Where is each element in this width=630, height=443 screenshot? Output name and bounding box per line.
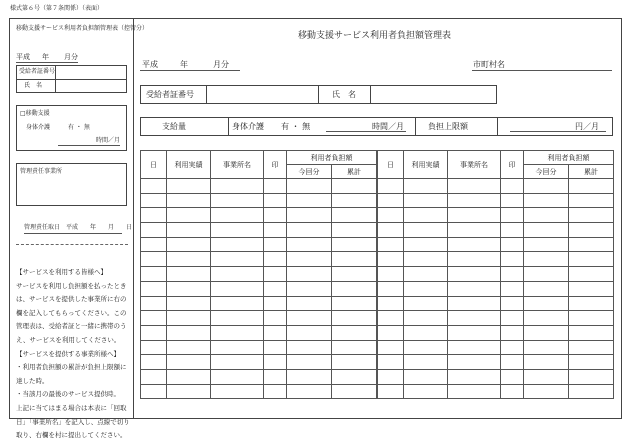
table-cell[interactable] bbox=[287, 208, 332, 223]
table-cell[interactable] bbox=[378, 252, 404, 267]
stub-date-underline bbox=[24, 233, 122, 234]
table-cell[interactable] bbox=[569, 267, 614, 282]
stub-month-underline bbox=[16, 62, 78, 63]
table-cell[interactable] bbox=[167, 223, 211, 238]
table-cell[interactable] bbox=[264, 311, 287, 326]
table-cell[interactable] bbox=[501, 311, 524, 326]
table-cell[interactable] bbox=[211, 179, 264, 194]
table-row bbox=[378, 369, 614, 384]
table-row bbox=[378, 296, 614, 311]
col-total-header: 累計 bbox=[332, 165, 377, 179]
table-cell[interactable] bbox=[378, 179, 404, 194]
table-cell[interactable] bbox=[264, 340, 287, 355]
table-cell[interactable] bbox=[501, 325, 524, 340]
table-cell[interactable] bbox=[448, 311, 501, 326]
table-cell[interactable] bbox=[378, 355, 404, 370]
table-cell[interactable] bbox=[167, 267, 211, 282]
table-cell[interactable] bbox=[448, 179, 501, 194]
table-cell[interactable] bbox=[569, 369, 614, 384]
table-cell[interactable] bbox=[167, 325, 211, 340]
stub-title: 移動支援サービス利用者負担額管理表（控管分） bbox=[16, 25, 149, 32]
stub-year-unit: 年 bbox=[42, 53, 49, 61]
table-cell[interactable] bbox=[569, 252, 614, 267]
stub-mgmt-date: 管理責任取日 平成 年 月 日 bbox=[24, 224, 133, 231]
table-cell[interactable] bbox=[211, 223, 264, 238]
table-row bbox=[141, 384, 377, 399]
table-cell[interactable] bbox=[524, 237, 569, 252]
table-cell[interactable] bbox=[524, 179, 569, 194]
stub-service-label: □移動支援 bbox=[20, 110, 50, 117]
table-cell[interactable] bbox=[287, 193, 332, 208]
table-cell[interactable] bbox=[141, 208, 167, 223]
table-cell[interactable] bbox=[167, 237, 211, 252]
table-cell[interactable] bbox=[448, 325, 501, 340]
table-cell[interactable] bbox=[211, 311, 264, 326]
table-cell[interactable] bbox=[404, 325, 448, 340]
table-cell[interactable] bbox=[141, 193, 167, 208]
table-cell[interactable] bbox=[448, 223, 501, 238]
stub-name-label: 氏 名 bbox=[24, 82, 43, 89]
table-cell[interactable] bbox=[141, 179, 167, 194]
table-row bbox=[141, 208, 377, 223]
municipality-underline bbox=[472, 70, 612, 71]
table-cell[interactable] bbox=[264, 179, 287, 194]
table-cell[interactable] bbox=[332, 281, 377, 296]
table-cell[interactable] bbox=[404, 281, 448, 296]
table-cell[interactable] bbox=[569, 223, 614, 238]
col-day-header: 日 bbox=[141, 151, 167, 179]
table-cell[interactable] bbox=[569, 208, 614, 223]
table-cell[interactable] bbox=[141, 223, 167, 238]
table-cell[interactable] bbox=[404, 179, 448, 194]
table-cell[interactable] bbox=[501, 369, 524, 384]
table-cell[interactable] bbox=[287, 384, 332, 399]
table-row bbox=[378, 267, 614, 282]
table-row bbox=[378, 281, 614, 296]
table-cell[interactable] bbox=[404, 311, 448, 326]
table-cell[interactable] bbox=[211, 281, 264, 296]
table-cell[interactable] bbox=[287, 340, 332, 355]
table-cell[interactable] bbox=[332, 296, 377, 311]
note-item-2: ・当該月の最後のサービス提供時。 bbox=[16, 390, 120, 399]
table-cell[interactable] bbox=[524, 369, 569, 384]
note-item-1: ・利用者負担額の累計が負担上限額に達した時。 bbox=[16, 363, 127, 385]
table-cell[interactable] bbox=[167, 208, 211, 223]
supply-col-2 bbox=[415, 117, 416, 136]
col-burden-header: 利用者負担額 bbox=[524, 151, 614, 165]
name-label: 氏 名 bbox=[332, 90, 356, 99]
limit-label: 負担上限額 bbox=[428, 122, 468, 131]
stub-presence: 有 ・ 無 bbox=[68, 124, 90, 131]
table-cell[interactable] bbox=[569, 340, 614, 355]
table-cell[interactable] bbox=[264, 237, 287, 252]
table-cell[interactable] bbox=[501, 340, 524, 355]
table-cell[interactable] bbox=[524, 193, 569, 208]
col-seal-header: 印 bbox=[501, 151, 524, 179]
table-cell[interactable] bbox=[211, 369, 264, 384]
table-cell[interactable] bbox=[211, 384, 264, 399]
table-cell[interactable] bbox=[264, 208, 287, 223]
table-cell[interactable] bbox=[448, 237, 501, 252]
table-cell[interactable] bbox=[524, 267, 569, 282]
form-number: 様式第６号（第７条関係）（表面） bbox=[10, 5, 104, 12]
table-cell[interactable] bbox=[141, 340, 167, 355]
table-cell[interactable] bbox=[404, 340, 448, 355]
table-cell[interactable] bbox=[264, 281, 287, 296]
table-cell[interactable] bbox=[141, 355, 167, 370]
yen-underline bbox=[510, 131, 606, 132]
table-cell[interactable] bbox=[378, 325, 404, 340]
table-cell[interactable] bbox=[287, 296, 332, 311]
table-cell[interactable] bbox=[569, 355, 614, 370]
table-row bbox=[141, 355, 377, 370]
col-seal-header: 印 bbox=[264, 151, 287, 179]
stub-recipient-label: 受給者証番号 bbox=[19, 68, 56, 75]
table-cell[interactable] bbox=[141, 369, 167, 384]
note-heading-users: 【サービスを利用する皆様へ】 bbox=[16, 268, 107, 276]
table-cell[interactable] bbox=[524, 223, 569, 238]
table-cell[interactable] bbox=[448, 252, 501, 267]
table-cell[interactable] bbox=[378, 267, 404, 282]
col-total-header: 累計 bbox=[569, 165, 614, 179]
table-cell[interactable] bbox=[569, 384, 614, 399]
table-cell[interactable] bbox=[404, 384, 448, 399]
stub-notes bbox=[16, 266, 130, 443]
table-cell[interactable] bbox=[167, 193, 211, 208]
usage-table-left bbox=[140, 150, 377, 399]
table-cell[interactable] bbox=[501, 296, 524, 311]
table-row bbox=[141, 237, 377, 252]
table-cell[interactable] bbox=[404, 296, 448, 311]
table-cell[interactable] bbox=[141, 311, 167, 326]
table-cell[interactable] bbox=[378, 311, 404, 326]
table-cell[interactable] bbox=[404, 252, 448, 267]
table-row bbox=[141, 223, 377, 238]
table-cell[interactable] bbox=[378, 369, 404, 384]
col-day-header: 日 bbox=[378, 151, 404, 179]
table-cell[interactable] bbox=[524, 384, 569, 399]
table-cell[interactable] bbox=[211, 296, 264, 311]
table-row bbox=[378, 193, 614, 208]
table-cell[interactable] bbox=[524, 311, 569, 326]
table-cell[interactable] bbox=[167, 281, 211, 296]
table-cell[interactable] bbox=[501, 193, 524, 208]
table-cell[interactable] bbox=[332, 384, 377, 399]
table-cell[interactable] bbox=[404, 223, 448, 238]
table-cell[interactable] bbox=[167, 369, 211, 384]
table-row bbox=[378, 311, 614, 326]
table-cell[interactable] bbox=[378, 208, 404, 223]
hours-underline bbox=[326, 131, 406, 132]
table-row bbox=[141, 281, 377, 296]
table-cell[interactable] bbox=[501, 355, 524, 370]
table-cell[interactable] bbox=[524, 252, 569, 267]
table-cell[interactable] bbox=[404, 355, 448, 370]
table-cell[interactable] bbox=[287, 311, 332, 326]
table-cell[interactable] bbox=[141, 281, 167, 296]
table-cell[interactable] bbox=[501, 384, 524, 399]
table-cell[interactable] bbox=[167, 384, 211, 399]
main-era: 平成 bbox=[142, 60, 158, 69]
table-cell[interactable] bbox=[378, 340, 404, 355]
table-cell[interactable] bbox=[141, 267, 167, 282]
table-cell[interactable] bbox=[448, 340, 501, 355]
table-cell[interactable] bbox=[287, 281, 332, 296]
table-cell[interactable] bbox=[569, 296, 614, 311]
main-title: 移動支援サービス利用者負担額管理表 bbox=[298, 31, 452, 41]
table-cell[interactable] bbox=[378, 384, 404, 399]
care-presence: 有 ・ 無 bbox=[281, 122, 311, 131]
stub-care-label: 身体介護 bbox=[26, 124, 51, 131]
table-cell[interactable] bbox=[448, 384, 501, 399]
table-cell[interactable] bbox=[141, 296, 167, 311]
table-cell[interactable] bbox=[524, 340, 569, 355]
table-row bbox=[141, 179, 377, 194]
table-row bbox=[141, 193, 377, 208]
table-cell[interactable] bbox=[501, 208, 524, 223]
table-cell[interactable] bbox=[569, 179, 614, 194]
col-office-header: 事業所名 bbox=[211, 151, 264, 179]
table-row bbox=[141, 369, 377, 384]
usage-table-right bbox=[377, 150, 614, 399]
table-cell[interactable] bbox=[287, 179, 332, 194]
table-cell[interactable] bbox=[287, 369, 332, 384]
table-cell[interactable] bbox=[287, 223, 332, 238]
col-this-time-header: 今回分 bbox=[287, 165, 332, 179]
table-row bbox=[141, 340, 377, 355]
main-month-underline bbox=[140, 70, 240, 71]
table-row bbox=[141, 252, 377, 267]
table-cell[interactable] bbox=[404, 193, 448, 208]
table-cell[interactable] bbox=[501, 179, 524, 194]
supply-col-1 bbox=[228, 117, 229, 136]
table-cell[interactable] bbox=[332, 340, 377, 355]
supply-label: 支給量 bbox=[162, 122, 186, 131]
table-cell[interactable] bbox=[287, 237, 332, 252]
table-cell[interactable] bbox=[211, 355, 264, 370]
table-row bbox=[378, 179, 614, 194]
table-cell[interactable] bbox=[332, 223, 377, 238]
table-cell[interactable] bbox=[404, 208, 448, 223]
col-burden-header: 利用者負担額 bbox=[287, 151, 377, 165]
stub-id-divider bbox=[16, 79, 127, 80]
table-cell[interactable] bbox=[378, 193, 404, 208]
table-cell[interactable] bbox=[501, 252, 524, 267]
table-cell[interactable] bbox=[264, 267, 287, 282]
table-cell[interactable] bbox=[569, 281, 614, 296]
table-cell[interactable] bbox=[448, 355, 501, 370]
table-cell[interactable] bbox=[501, 267, 524, 282]
table-cell[interactable] bbox=[141, 237, 167, 252]
table-row bbox=[141, 311, 377, 326]
table-cell[interactable] bbox=[332, 267, 377, 282]
table-row bbox=[378, 355, 614, 370]
table-cell[interactable] bbox=[211, 267, 264, 282]
table-cell[interactable] bbox=[332, 369, 377, 384]
hours-unit: 時間／月 bbox=[372, 122, 404, 131]
table-cell[interactable] bbox=[404, 267, 448, 282]
table-row bbox=[378, 340, 614, 355]
table-cell[interactable] bbox=[448, 281, 501, 296]
cut-line bbox=[16, 244, 128, 245]
stub-office-label: 管理責任事業所 bbox=[20, 168, 63, 175]
table-cell[interactable] bbox=[167, 179, 211, 194]
table-cell[interactable] bbox=[264, 193, 287, 208]
table-cell[interactable] bbox=[141, 384, 167, 399]
yen-unit: 円／月 bbox=[575, 122, 599, 131]
table-cell[interactable] bbox=[332, 311, 377, 326]
table-cell[interactable] bbox=[524, 296, 569, 311]
stub-hours-underline bbox=[58, 145, 120, 146]
table-cell[interactable] bbox=[332, 208, 377, 223]
table-cell[interactable] bbox=[264, 384, 287, 399]
table-cell[interactable] bbox=[378, 223, 404, 238]
table-row bbox=[378, 223, 614, 238]
table-row bbox=[141, 296, 377, 311]
table-cell[interactable] bbox=[378, 281, 404, 296]
col-usage-header: 利用実績 bbox=[404, 151, 448, 179]
table-row bbox=[141, 267, 377, 282]
table-cell[interactable] bbox=[167, 340, 211, 355]
table-cell[interactable] bbox=[332, 325, 377, 340]
table-cell[interactable] bbox=[211, 340, 264, 355]
table-cell[interactable] bbox=[404, 369, 448, 384]
table-cell[interactable] bbox=[332, 355, 377, 370]
table-cell[interactable] bbox=[378, 296, 404, 311]
col-this-time-header: 今回分 bbox=[524, 165, 569, 179]
recipient-col-3 bbox=[370, 85, 371, 104]
table-cell[interactable] bbox=[332, 252, 377, 267]
note-text-users: サービスを利用し負担額を払ったときは、サービスを提供した事業所に右の欄を記入してもらってください。この管理表は、受給者証と一緒に携帯のうえ、サービスを利用してください。 bbox=[16, 281, 127, 344]
table-row bbox=[378, 252, 614, 267]
table-cell[interactable] bbox=[378, 237, 404, 252]
table-cell[interactable] bbox=[524, 355, 569, 370]
recipient-no-label: 受給者証番号 bbox=[146, 90, 194, 99]
table-row bbox=[378, 237, 614, 252]
recipient-col-2 bbox=[318, 85, 319, 104]
note-text-providers: 上記に当てはまる場合は本表に「回取日」「事業所名」を記入し、点線で切り取り、右欄を村に提出してください。 bbox=[16, 403, 130, 440]
table-row bbox=[141, 325, 377, 340]
stub-month-unit: 月分 bbox=[64, 53, 78, 61]
table-cell[interactable] bbox=[287, 267, 332, 282]
stub-era: 平成 bbox=[16, 53, 30, 61]
table-cell[interactable] bbox=[167, 355, 211, 370]
table-cell[interactable] bbox=[332, 193, 377, 208]
table-cell[interactable] bbox=[167, 296, 211, 311]
table-cell[interactable] bbox=[448, 296, 501, 311]
table-cell[interactable] bbox=[167, 252, 211, 267]
table-cell[interactable] bbox=[569, 193, 614, 208]
col-usage-header: 利用実績 bbox=[167, 151, 211, 179]
main-month-unit: 月分 bbox=[213, 60, 229, 69]
table-cell[interactable] bbox=[264, 369, 287, 384]
table-cell[interactable] bbox=[448, 208, 501, 223]
supply-col-3 bbox=[497, 117, 498, 136]
care-label: 身体介護 bbox=[232, 122, 264, 131]
table-cell[interactable] bbox=[501, 281, 524, 296]
table-cell[interactable] bbox=[264, 355, 287, 370]
table-cell[interactable] bbox=[448, 193, 501, 208]
table-cell[interactable] bbox=[524, 281, 569, 296]
table-cell[interactable] bbox=[524, 208, 569, 223]
table-cell[interactable] bbox=[287, 325, 332, 340]
table-cell[interactable] bbox=[569, 325, 614, 340]
table-cell[interactable] bbox=[287, 252, 332, 267]
table-row bbox=[378, 325, 614, 340]
table-cell[interactable] bbox=[211, 208, 264, 223]
table-cell[interactable] bbox=[332, 179, 377, 194]
table-cell[interactable] bbox=[211, 252, 264, 267]
table-row bbox=[378, 384, 614, 399]
main-year-unit: 年 bbox=[180, 60, 188, 69]
table-cell[interactable] bbox=[211, 193, 264, 208]
table-cell[interactable] bbox=[569, 311, 614, 326]
table-cell[interactable] bbox=[264, 223, 287, 238]
table-cell[interactable] bbox=[501, 223, 524, 238]
table-row bbox=[378, 208, 614, 223]
table-cell[interactable] bbox=[264, 296, 287, 311]
table-cell[interactable] bbox=[264, 252, 287, 267]
table-cell[interactable] bbox=[332, 237, 377, 252]
table-cell[interactable] bbox=[167, 311, 211, 326]
municipality-label: 市町村名 bbox=[473, 60, 505, 69]
table-cell[interactable] bbox=[524, 325, 569, 340]
stub-hours-unit: 時間／月 bbox=[96, 137, 121, 144]
table-cell[interactable] bbox=[211, 325, 264, 340]
table-cell[interactable] bbox=[141, 252, 167, 267]
table-cell[interactable] bbox=[211, 237, 264, 252]
note-heading-providers: 【サービスを提供する事業所様へ】 bbox=[16, 349, 120, 358]
recipient-col-1 bbox=[206, 85, 207, 104]
stub-id-col bbox=[55, 65, 56, 93]
table-cell[interactable] bbox=[404, 237, 448, 252]
col-office-header: 事業所名 bbox=[448, 151, 501, 179]
table-cell[interactable] bbox=[569, 237, 614, 252]
column-divider bbox=[133, 18, 134, 419]
table-cell[interactable] bbox=[448, 369, 501, 384]
table-cell[interactable] bbox=[448, 267, 501, 282]
table-cell[interactable] bbox=[264, 325, 287, 340]
table-cell[interactable] bbox=[501, 237, 524, 252]
table-cell[interactable] bbox=[141, 325, 167, 340]
table-cell[interactable] bbox=[287, 355, 332, 370]
